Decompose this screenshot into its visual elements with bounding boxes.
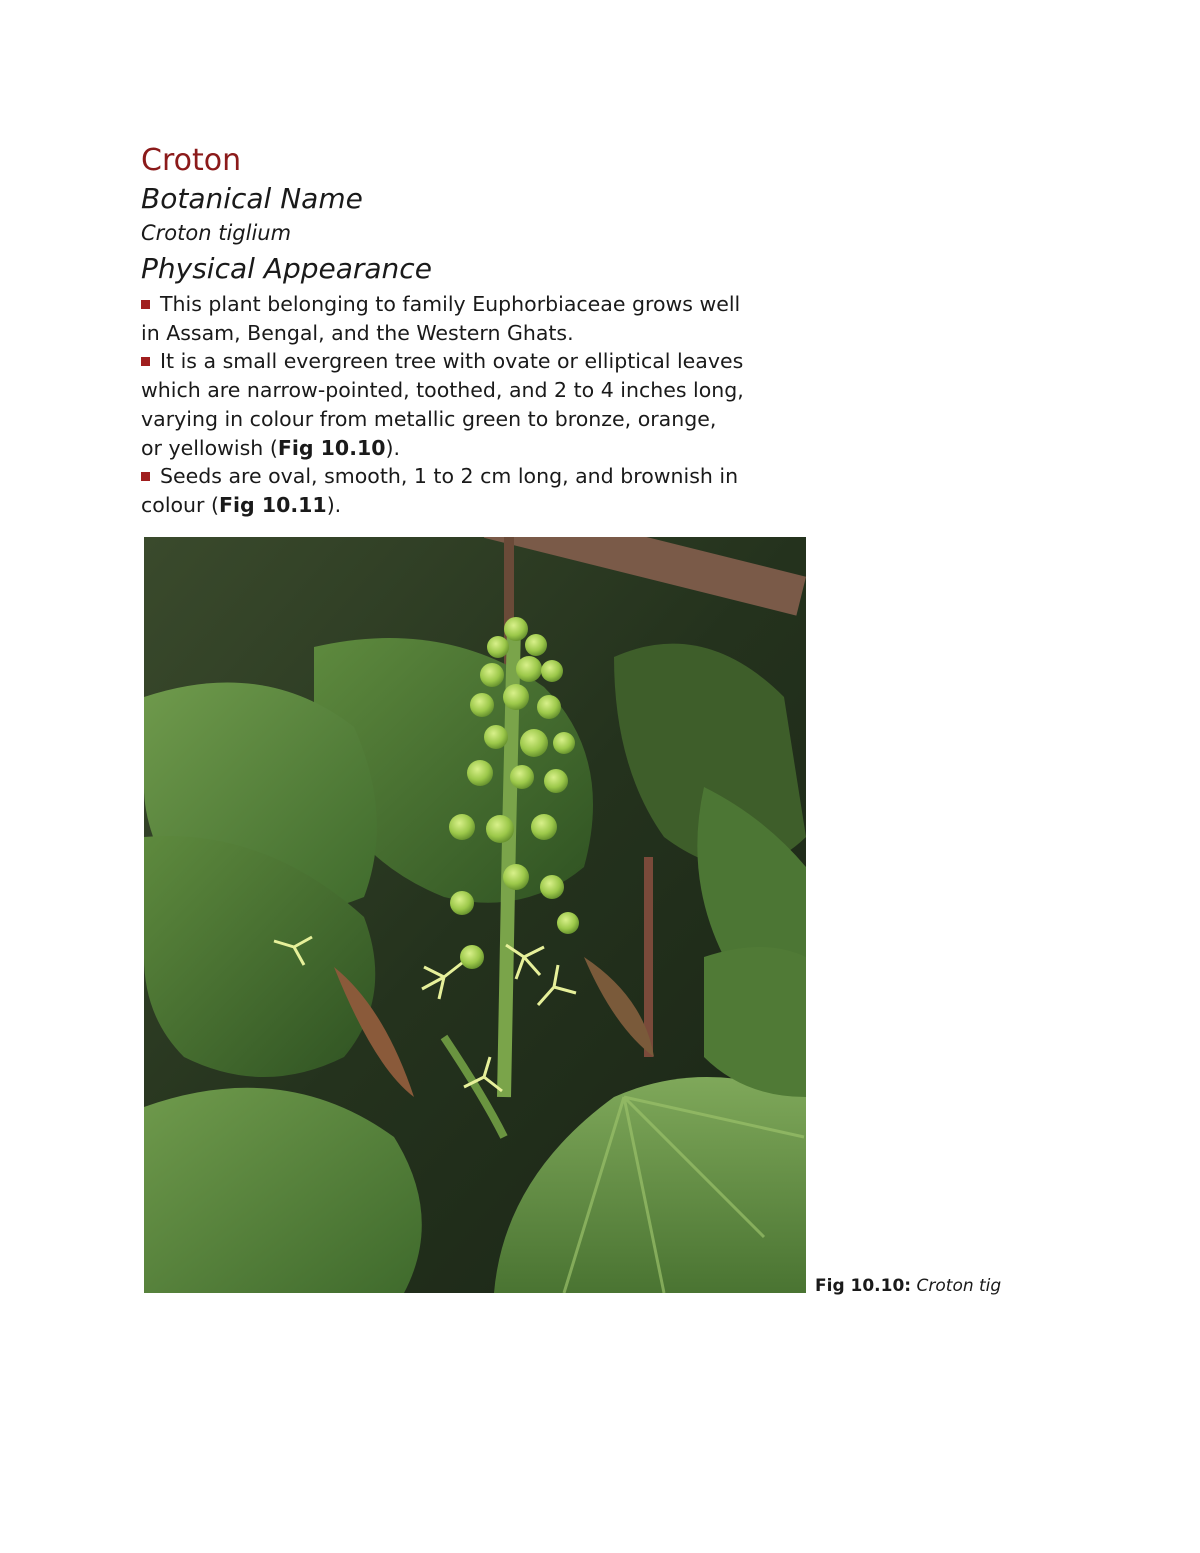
page-title: Croton [141,143,242,178]
document-body [141,142,861,520]
figure-caption-text: Croton tig [916,1276,1002,1296]
botanical-name-heading: Botanical Name [141,182,363,215]
list-item [141,347,861,462]
bullet-text: This plant belonging to family Euphorbiaceae grows well in Assam, Bengal, and the Western Ghats. [141,292,741,345]
appearance-list [141,290,861,520]
physical-appearance-heading: Physical Appearance [141,252,432,285]
list-item [141,290,861,347]
list-item [141,462,861,519]
square-bullet-icon [141,472,150,481]
croton-plant-photo [144,537,806,1293]
bullet-text-end: ). [385,435,401,460]
figure-caption-label: Fig 10.10: [815,1276,912,1296]
figure-reference: Fig 10.11 [219,492,327,517]
figure-reference: Fig 10.10 [277,435,386,460]
botanical-name: Croton tiglium [141,221,292,245]
bullet-text: Seeds are oval, smooth, 1 to 2 cm long, and brownish in colour ( [141,464,739,517]
figure-caption [815,1276,1001,1296]
bullet-text: It is a small evergreen tree with ovate or elliptical leaves which are narrow-pointed, toothed, and 2 to 4 inches long, varying in colour from metallic green to bronze, orange, or yellowish ( [141,349,744,460]
square-bullet-icon [141,300,150,309]
bullet-text-end: ). [326,492,342,517]
square-bullet-icon [141,357,150,366]
